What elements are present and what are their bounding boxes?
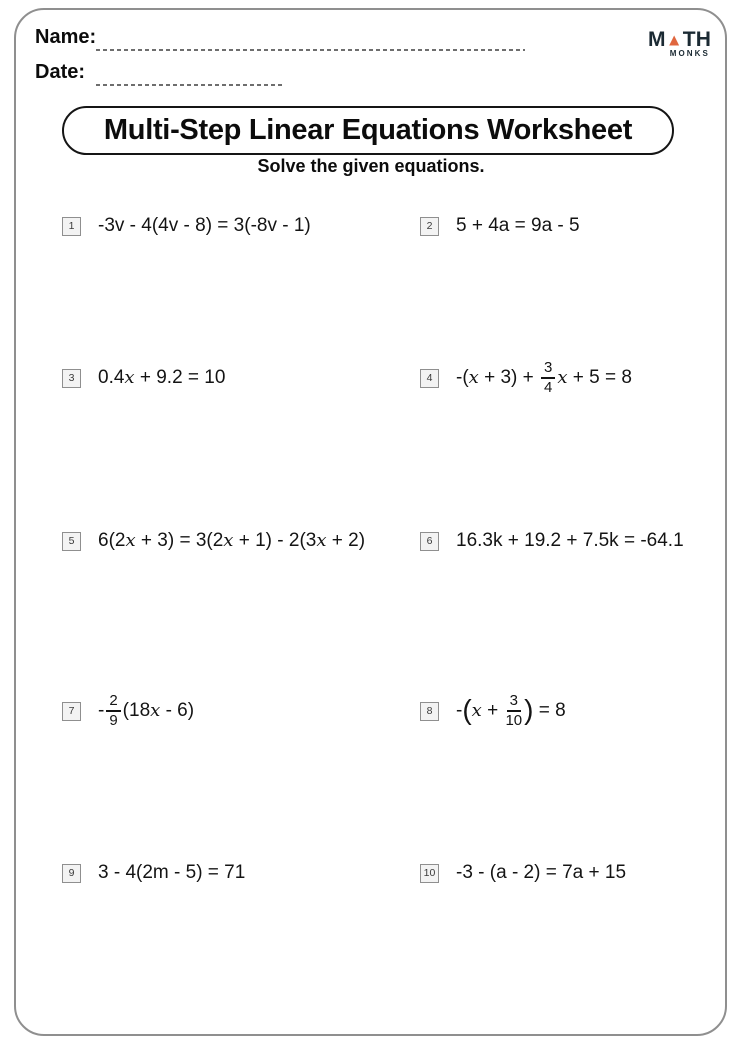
problem-number-badge: 4: [420, 369, 439, 388]
fraction: [505, 693, 522, 729]
equation: [98, 530, 365, 553]
equation-text: -: [456, 699, 463, 721]
problem-2: [420, 202, 580, 250]
fraction: [106, 693, 120, 729]
problem-10: [420, 849, 626, 897]
equation-text: +: [481, 699, 504, 721]
equation-text: + 2): [326, 529, 366, 551]
worksheet-title-box: [62, 106, 674, 155]
problem-number-badge: 2: [420, 217, 439, 236]
variable: x: [125, 530, 136, 552]
date-fill-line: [96, 84, 283, 86]
logo-monks-text: MONKS: [669, 49, 710, 58]
problem-6: [420, 517, 684, 565]
variable: x: [468, 367, 479, 389]
logo-letter-m: M: [648, 28, 666, 51]
problem-number-badge: 9: [62, 864, 81, 883]
equation: [98, 215, 311, 238]
equation-text: 5 + 4a = 9a - 5: [456, 214, 580, 236]
big-parenthesis: ): [524, 694, 534, 725]
fraction-denominator: 4: [544, 379, 553, 396]
equation-text: - 6): [160, 699, 195, 721]
equation: [98, 862, 245, 885]
problem-9: [62, 849, 245, 897]
fraction-denominator: 9: [109, 712, 118, 729]
problem-number-badge: 6: [420, 532, 439, 551]
equation-text: -: [98, 699, 105, 721]
logo-letters-th: TH: [682, 28, 712, 51]
instructions-text: Solve the given equations.: [257, 156, 485, 176]
name-label: Name:: [35, 26, 97, 48]
equation-text: -3v - 4(4v - 8) = 3(-8v - 1): [98, 214, 311, 236]
equation-text: -(: [456, 366, 469, 388]
problem-4: [420, 354, 632, 402]
big-parenthesis: (: [462, 694, 472, 725]
problem-number-badge: 5: [62, 532, 81, 551]
equation-text: + 5 = 8: [567, 366, 632, 388]
variable: x: [316, 530, 327, 552]
fraction-denominator: 10: [505, 712, 523, 729]
equation-text: 16.3k + 19.2 + 7.5k = -64.1: [456, 529, 684, 551]
equation-text: 3 - 4(2m - 5) = 71: [98, 861, 246, 883]
problem-5: [62, 517, 365, 565]
fraction-numerator: 3: [507, 693, 521, 712]
logo-wordmark: [648, 29, 712, 50]
problem-number-badge: 3: [62, 369, 81, 388]
problem-number-badge: 8: [420, 702, 439, 721]
fraction: [541, 360, 555, 396]
variable: x: [557, 367, 568, 389]
problem-number-badge: 10: [420, 864, 439, 883]
equation-text: = 8: [533, 699, 566, 721]
name-fill-line: [96, 49, 525, 51]
equation: [456, 215, 580, 238]
problem-8: [420, 687, 566, 735]
equation-text: + 9.2 = 10: [134, 366, 226, 388]
worksheet-title: Multi-Step Linear Equations Worksheet: [103, 114, 633, 146]
equation: [98, 367, 225, 390]
logo-triangle-icon: ▲: [665, 30, 683, 50]
problem-number-badge: 1: [62, 217, 81, 236]
equation-text: + 1) - 2(3: [233, 529, 317, 551]
equation-text: + 3) +: [478, 366, 540, 388]
date-label: Date:: [35, 61, 86, 83]
variable: x: [223, 530, 234, 552]
equation: [456, 862, 626, 885]
fraction-numerator: 2: [106, 693, 120, 712]
math-monks-logo: [648, 29, 712, 58]
equation-text: (18: [122, 699, 151, 721]
equation: [456, 530, 684, 553]
problem-1: [62, 202, 311, 250]
problem-3: [62, 354, 225, 402]
equation-text: 6(2: [98, 529, 126, 551]
variable: x: [150, 700, 161, 722]
problem-number-badge: 7: [62, 702, 81, 721]
equation-text: + 3) = 3(2: [135, 529, 224, 551]
equation-text: -3 - (a - 2) = 7a + 15: [456, 861, 627, 883]
equation-text: 0.4: [98, 366, 125, 388]
equation: [456, 693, 566, 729]
fraction-numerator: 3: [541, 360, 555, 379]
problem-7: [62, 687, 194, 735]
variable: x: [124, 367, 135, 389]
equation: [456, 360, 632, 396]
variable: x: [471, 700, 482, 722]
equation: [98, 693, 194, 729]
